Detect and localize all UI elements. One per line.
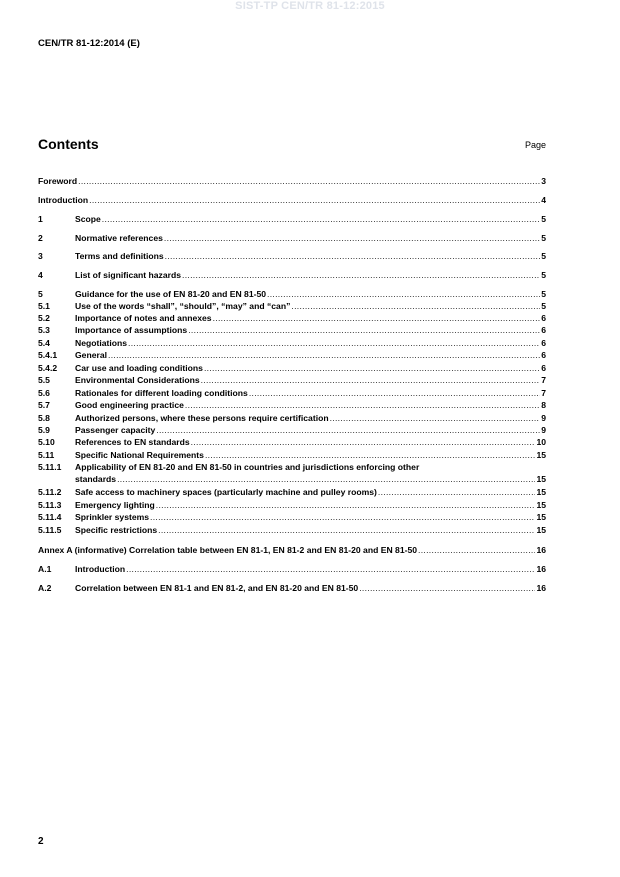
toc-entry-5-7[interactable] [38,400,546,410]
toc-entry-a-2[interactable] [38,583,546,593]
toc-page: 16 [536,564,546,574]
toc-entry-5-11-4[interactable] [38,512,546,522]
toc-page: 9 [541,413,546,423]
toc-title: Environmental Considerations [75,375,200,385]
toc-page: 3 [541,176,546,186]
toc-number: 5.6 [38,388,50,398]
toc-title: Safe access to machinery spaces (particularly machine and pulley rooms) [75,487,377,497]
toc-entry-4[interactable] [38,270,546,280]
toc-entry-annex-a[interactable] [38,545,546,555]
toc-page: 7 [541,388,546,398]
toc-title: Guidance for the use of EN 81-20 and EN 81-50 [75,289,267,299]
toc-page: 5 [541,214,546,224]
toc-page: 15 [536,487,546,497]
toc-page: 6 [541,313,546,323]
toc-entry-5-4[interactable] [38,338,546,348]
toc-title: Introduction [38,195,89,205]
toc-entry-5-6[interactable] [38,388,546,398]
toc-title: Annex A (informative) Correlation table between EN 81-1, EN 81-2 and EN 81-20 and EN 81-50 [38,545,418,555]
toc-title: References to EN standards [75,437,190,447]
toc-entry-5-3[interactable] [38,325,546,335]
toc-number: 5.11.2 [38,487,62,497]
toc-number: 4 [38,270,43,280]
toc-number: 5.9 [38,425,50,435]
toc-title: Introduction [75,564,126,574]
toc-entry-5-2[interactable] [38,313,546,323]
toc-number: 5.11.1 [38,462,62,472]
toc-page: 15 [536,450,546,460]
toc-entry-5[interactable] [38,289,546,299]
toc-title: Negotiations [75,338,128,348]
toc-entry-5-4-1[interactable] [38,350,546,360]
toc-page: 5 [541,251,546,261]
toc-number: 5.1 [38,301,50,311]
toc-number: 5.11.4 [38,512,62,522]
watermark: SIST-TP CEN/TR 81-12:2015 [235,0,385,12]
toc-entry-1[interactable] [38,214,546,224]
toc-page: 15 [536,500,546,510]
document-id: CEN/TR 81-12:2014 (E) [38,38,140,49]
toc-number: A.1 [38,564,52,574]
toc-page: 6 [541,363,546,373]
toc-page: 10 [536,437,546,447]
toc-number: 5.4.1 [38,350,58,360]
toc-number: 5 [38,289,43,299]
toc-title: Car use and loading conditions [75,363,203,373]
toc-title-continued: standards [75,474,117,484]
toc-entry-introduction[interactable] [38,195,546,205]
toc-title: Rationales for different loading conditions [75,388,248,398]
toc-title: Authorized persons, where these persons require certification [75,413,329,423]
toc-title: Importance of notes and annexes [75,313,212,323]
page-number: 2 [38,836,44,847]
toc-entry-foreword[interactable] [38,176,546,186]
toc-title: Importance of assumptions [75,325,188,335]
toc-entry-a-1[interactable] [38,564,546,574]
toc-entry-5-4-2[interactable] [38,363,546,373]
toc-title: Terms and definitions [75,251,164,261]
toc-number: 1 [38,214,43,224]
toc-title: Good engineering practice [75,400,184,410]
toc-number: 5.2 [38,313,50,323]
toc-entry-3[interactable] [38,251,546,261]
toc-title: Normative references [75,233,163,243]
toc-title: Emergency lighting [75,500,155,510]
toc-number: 5.7 [38,400,50,410]
toc-title: Use of the words “shall”, “should”, “may” and “can” [75,301,291,311]
toc-page: 5 [541,289,546,299]
toc-entry-5-11[interactable] [38,450,546,460]
toc-number: A.2 [38,583,52,593]
toc-number: 5.11.5 [38,525,62,535]
toc-entry-5-11-5[interactable] [38,525,546,535]
toc-title: Scope [75,214,101,224]
toc-page: 15 [536,474,546,484]
toc-page: 15 [536,525,546,535]
toc-page: 5 [541,301,546,311]
toc-title: General [75,350,108,360]
toc-title: Applicability of EN 81-20 and EN 81-50 in countries and jurisdictions enforcing other [75,462,420,472]
toc-page: 5 [541,233,546,243]
toc-entry-5-9[interactable] [38,425,546,435]
toc-number: 5.3 [38,325,50,335]
contents-heading: Contents [38,136,99,152]
toc-number: 5.4 [38,338,50,348]
toc-entry-5-11-3[interactable] [38,500,546,510]
toc-title: Passenger capacity [75,425,156,435]
toc-page: 16 [536,545,546,555]
toc-entry-5-1[interactable] [38,301,546,311]
toc-number: 2 [38,233,43,243]
toc-title: Specific restrictions [75,525,158,535]
toc-number: 5.5 [38,375,50,385]
toc-page: 8 [541,400,546,410]
toc-page: 4 [541,195,546,205]
toc-page: 5 [541,270,546,280]
toc-page: 7 [541,375,546,385]
toc-number: 5.4.2 [38,363,58,373]
toc-page: 6 [541,350,546,360]
toc-page: 15 [536,512,546,522]
toc-number: 5.10 [38,437,55,447]
toc-number: 5.11 [38,450,55,460]
toc-entry-5-11-1-cont[interactable] [38,474,546,484]
toc-title: List of significant hazards [75,270,182,280]
toc-entry-5-10[interactable] [38,437,546,447]
toc-number: 3 [38,251,43,261]
toc-entry-5-11-1[interactable] [38,462,546,472]
toc-title: Specific National Requirements [75,450,204,460]
toc-page: 6 [541,325,546,335]
toc-title: Correlation between EN 81-1 and EN 81-2, and EN 81-20 and EN 81-50 [75,583,359,593]
toc-entry-5-8[interactable] [38,413,546,423]
toc-page: 9 [541,425,546,435]
toc-number: 5.11.3 [38,500,62,510]
toc-entry-5-11-2[interactable] [38,487,546,497]
toc-title: Foreword [38,176,78,186]
page-column-label: Page [524,140,546,150]
toc-title: Sprinkler systems [75,512,150,522]
toc-page: 16 [536,583,546,593]
toc-number: 5.8 [38,413,50,423]
toc-page: 6 [541,338,546,348]
toc-entry-5-5[interactable] [38,375,546,385]
toc-entry-2[interactable] [38,233,546,243]
